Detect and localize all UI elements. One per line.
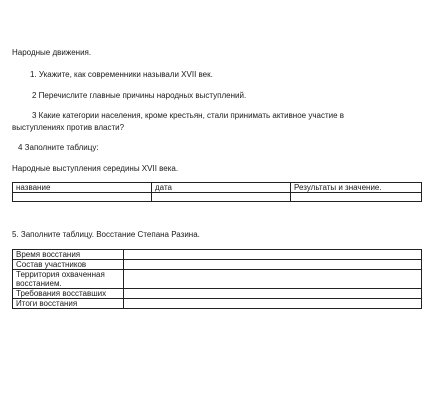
question-3-line-1: 3 Какие категории населения, кроме крестьян, стали принимать активное участие в (32, 111, 345, 120)
table-cell (152, 193, 291, 202)
row-label: Состав участников (13, 260, 124, 270)
section-title: Народные движения. (12, 48, 92, 57)
table-cell (123, 299, 421, 309)
header-date: дата (152, 183, 291, 193)
row-label: Время восстания (13, 250, 124, 260)
row-label: Территория охваченная восстанием. (13, 270, 124, 289)
task-5-title: 5. Заполните таблицу. Восстание Степана Разина. (12, 230, 200, 239)
row-label: Итоги восстания (13, 299, 124, 309)
header-results: Результаты и значение. (291, 183, 422, 193)
table-row (13, 299, 422, 309)
table-row (13, 250, 422, 260)
table-cell (123, 289, 421, 299)
table1-caption: Народные выступления середины XVII века. (12, 164, 179, 173)
table-cell (13, 193, 152, 202)
table-cell (291, 193, 422, 202)
table-uprisings (12, 182, 422, 202)
question-2: 2 Перечислите главные причины народных выступлений. (32, 91, 247, 100)
question-4: 4 Заполните таблицу: (18, 143, 99, 152)
table-row (13, 193, 422, 202)
table-row (13, 270, 422, 289)
question-1: 1. Укажите, как современники называли XVII век. (30, 70, 213, 79)
table-header-row (13, 183, 422, 193)
table-cell (123, 250, 421, 260)
table-row (13, 289, 422, 299)
row-label: Требования восставших (13, 289, 124, 299)
table-row (13, 260, 422, 270)
table-cell (123, 270, 421, 289)
table-cell (123, 260, 421, 270)
header-name: название (13, 183, 152, 193)
question-3-line-2: выступлениях против власти? (12, 123, 125, 132)
table-razin-uprising (12, 249, 422, 309)
